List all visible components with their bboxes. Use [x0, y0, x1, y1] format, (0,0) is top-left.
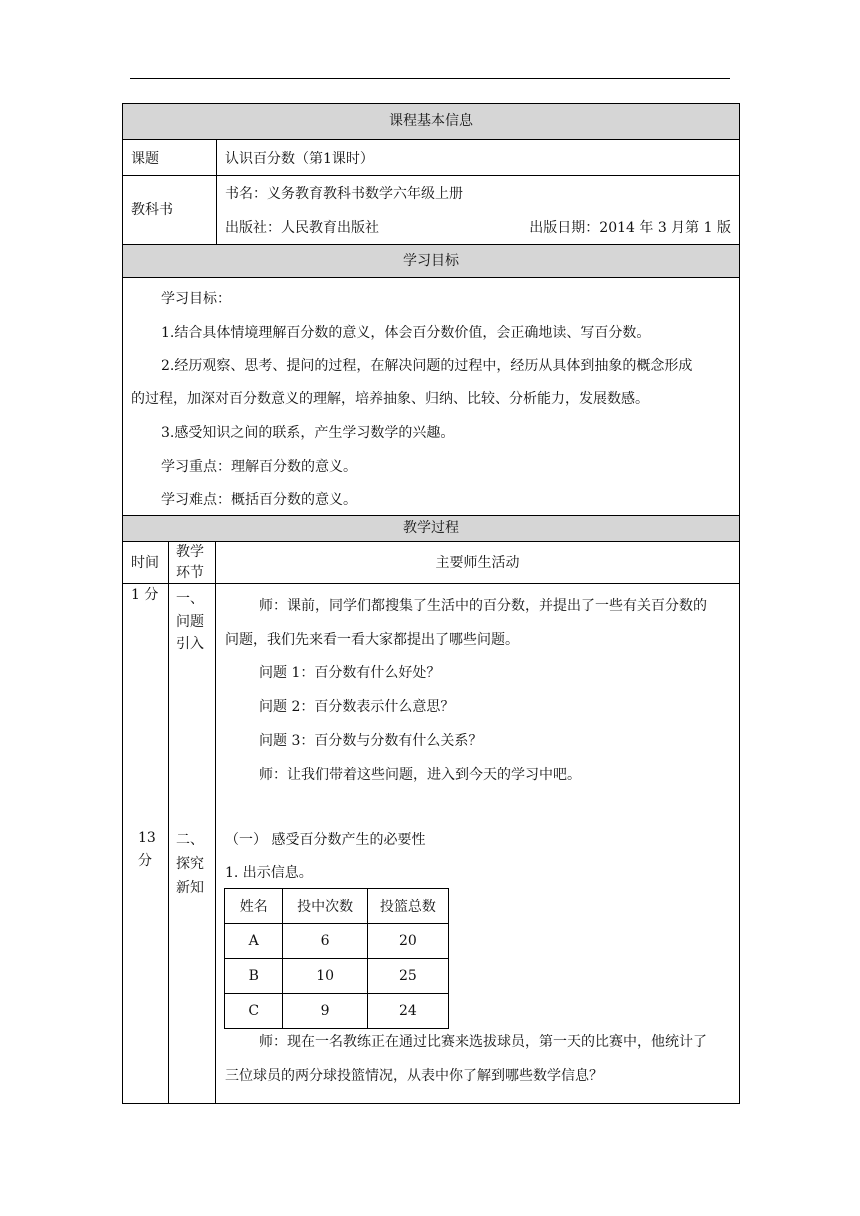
header-rule: [130, 78, 730, 79]
section-1-question-3: 问题 3：百分数与分数有什么关系？: [259, 733, 483, 749]
table-header-attempts: 投篮总数: [367, 889, 448, 924]
table-header-row: [225, 889, 449, 924]
course-label: 课题: [131, 151, 159, 167]
table-header-name: 姓名: [225, 889, 283, 924]
goals-key-point: 学习重点：理解百分数的意义。: [161, 459, 357, 475]
textbook-publisher: 出版社：人民教育出版社: [225, 220, 379, 236]
basic-info-title: 课程基本信息: [389, 113, 473, 129]
table-cell: A: [225, 924, 283, 959]
table-cell: 20: [367, 924, 448, 959]
goals-title: 学习目标: [403, 253, 459, 269]
section-1-stage-line-1: 一、: [176, 591, 204, 607]
section-1-line-2: 问题，我们先来看一看大家都提出了哪些问题。: [225, 632, 519, 648]
section-2-stage-line-3: 新知: [176, 880, 204, 896]
lesson-plan-table: [122, 103, 740, 1104]
textbook-name: 书名：义务教育教科书数学六年级上册: [225, 186, 463, 202]
section-1-line-1: 师：课前，同学们都搜集了生活中的百分数，并提出了一些有关百分数的: [259, 598, 707, 614]
goal-3: 3.感受知识之间的联系，产生学习数学的兴趣。: [161, 425, 455, 441]
section-2-stage-line-2: 探究: [176, 856, 204, 872]
section-2-after-line-2: 三位球员的两分球投篮情况，从表中你了解到哪些数学信息？: [225, 1068, 603, 1084]
table-cell: C: [225, 994, 283, 1029]
table-cell: 10: [283, 959, 367, 994]
table-cell: 24: [367, 994, 448, 1029]
column-header-time: 时间: [131, 555, 159, 571]
textbook-publish-date: 出版日期：2014 年 3 月第 1 版: [529, 220, 731, 236]
section-1-line-6: 师：让我们带着这些问题，进入到今天的学习中吧。: [259, 767, 581, 783]
goal-2-line-1: 2.经历观察、思考、提问的过程，在解决问题的过程中，经历从具体到抽象的概念形成: [161, 358, 693, 374]
table-row: [225, 924, 449, 959]
course-value: 认识百分数（第1课时）: [225, 151, 374, 167]
section-2-stage-line-1: 二、: [176, 832, 204, 848]
column-header-activity: 主要师生活动: [435, 555, 520, 571]
section-1-stage-line-3: 引入: [176, 636, 204, 652]
table-row: [225, 959, 449, 994]
section-2-subtitle: （一） 感受百分数产生的必要性: [225, 832, 426, 848]
goals-intro: 学习目标：: [161, 291, 231, 307]
table-header-made: 投中次数: [283, 889, 367, 924]
table-cell: B: [225, 959, 283, 994]
column-header-stage-line-2: 环节: [176, 565, 204, 581]
shooting-stats-table: [224, 888, 449, 1029]
section-2-time-line-2: 分: [138, 853, 152, 869]
table-cell: 25: [367, 959, 448, 994]
section-1-time: 1 分: [131, 587, 159, 603]
section-2-after-line-1: 师：现在一名教练正在通过比赛来选拔球员，第一天的比赛中，他统计了: [259, 1034, 707, 1050]
table-row: [225, 994, 449, 1029]
goals-difficulty: 学习难点：概括百分数的意义。: [161, 492, 357, 508]
process-title: 教学过程: [403, 520, 459, 536]
section-1-question-2: 问题 2：百分数表示什么意思？: [259, 699, 455, 715]
column-header-stage-line-1: 教学: [176, 544, 204, 560]
table-cell: 6: [283, 924, 367, 959]
section-2-step-1: 1. 出示信息。: [225, 865, 313, 881]
section-1-question-1: 问题 1：百分数有什么好处？: [259, 665, 441, 681]
goal-1: 1.结合具体情境理解百分数的意义，体会百分数价值，会正确地读、写百分数。: [161, 325, 651, 341]
textbook-label: 教科书: [131, 202, 173, 218]
goal-2-line-2: 的过程，加深对百分数意义的理解，培养抽象、归纳、比较、分析能力，发展数感。: [131, 391, 649, 407]
section-2-time-line-1: 13: [138, 830, 156, 846]
table-cell: 9: [283, 994, 367, 1029]
section-1-stage-line-2: 问题: [176, 614, 204, 630]
